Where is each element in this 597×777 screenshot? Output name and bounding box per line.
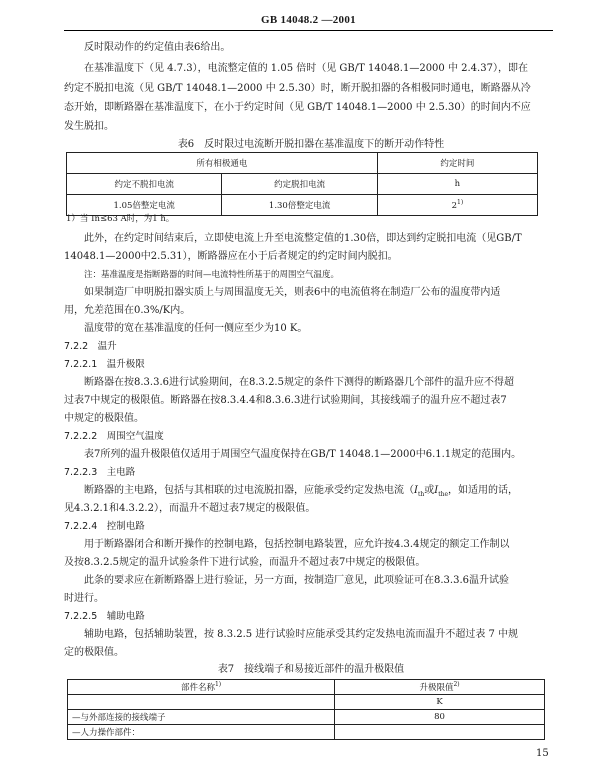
symbol-I: I — [414, 485, 418, 496]
table7-row2-value — [335, 725, 545, 740]
symbol-I: I — [434, 485, 439, 496]
table6-caption: 表6 反时限过电流断开脱扣器在基准温度下的断开动作特性 — [177, 139, 445, 150]
table7-row2-name: —人力操作部件： — [68, 725, 335, 740]
table6-footnote: 1）当 In≤63 A时，为1 h。 — [66, 214, 175, 224]
section-heading: 7.2.2.4 控制电路 — [64, 521, 145, 532]
footnote-marker: 1) — [457, 199, 464, 207]
section-heading: 7.2.2.3 主电路 — [64, 467, 136, 478]
paragraph-line: 反时限动作的约定值由表6给出。 — [84, 42, 231, 53]
table6-header-time: 约定时间 — [377, 153, 537, 174]
section-heading: 7.2.2 温升 — [64, 341, 117, 352]
table7-caption: 表7 接线端子和易接近部件的温升极限值 — [217, 664, 405, 675]
paragraph-line: 态开始，即断路器在基准温度下，在小于约定时间（见 GB/T 14048.1—2000 中 2.5.30）的时间内不应 — [64, 102, 531, 113]
table7-row1-name: —与外部连接的接线端子 — [68, 710, 335, 725]
table-row — [67, 174, 538, 195]
paragraph-line: 用，允差范围在0.3%/K内。 — [64, 305, 191, 316]
paragraph-line: 及按8.3.2.5规定的温升试验条件下进行试验，而温升不超过表7中规定的极限值。 — [64, 557, 426, 568]
footnote-marker: 2) — [453, 681, 460, 689]
table-row — [68, 710, 545, 725]
table6-unit: h — [377, 174, 537, 195]
table-row — [68, 695, 545, 710]
text-span: ，如适用的话， — [448, 485, 519, 496]
table6-cell-nontrip: 1.05倍整定电流 — [67, 195, 222, 216]
paragraph-line: 如果制造厂申明脱扣器实质上与周围温度无关，则表6中的电流值将在制造厂公布的温度带内适 — [84, 287, 501, 298]
paragraph-line: 定的极限值。 — [64, 647, 124, 658]
paragraph-line: 发生脱扣。 — [64, 121, 114, 132]
table-row — [67, 153, 538, 174]
table6-header-trip: 约定脱扣电流 — [222, 174, 377, 195]
section-heading: 7.2.2.5 辅助电路 — [64, 611, 145, 622]
table-row — [68, 680, 545, 695]
paragraph-line: 表7所列的温升极限值仅适用于周围空气温度保持在GB/T 14048.1—2000中6.1.1规定的范围内。 — [84, 449, 522, 460]
paragraph-line: 断路器在按8.3.3.6进行试验期间，在8.3.2.5规定的条件下测得的断路器几个部件的温升应不得超 — [84, 377, 514, 388]
table6-cell-time — [377, 195, 537, 216]
section-heading: 7.2.2.2 周围空气温度 — [64, 431, 164, 442]
paragraph-line: 在基准温度下（见 4.7.3），电流整定值的 1.05 倍时（见 GB/T 14048.1—2000 中 2.4.37），即在 — [84, 63, 528, 74]
table7-header-limit — [335, 680, 545, 695]
paragraph-line: 中规定的极限值。 — [64, 413, 144, 424]
table-6 — [66, 152, 538, 216]
page-number: 15 — [536, 748, 549, 759]
table7-header-part-text: 部件名称 — [180, 683, 215, 693]
table7-header-limit-text: 升极限值 — [419, 683, 454, 693]
subscript: th — [417, 491, 425, 498]
table7-row1-value: 80 — [335, 710, 545, 725]
paragraph-line: 过表7中规定的极限值。断路器在按8.3.4.4和8.3.6.3进行试验期间，其接线端子的温升应不超过表7 — [64, 395, 507, 406]
table6-cell-time-value: 2 — [451, 200, 458, 211]
footnote-marker: 1) — [214, 681, 222, 689]
subscript: the — [438, 491, 449, 498]
note-line: 注：基准温度是指断路器的时间—电流特性所基于的周围空气温度。 — [84, 270, 340, 280]
table7-empty-cell — [68, 695, 335, 710]
page-header — [64, 8, 553, 31]
table7-header-part — [68, 680, 335, 695]
table-7 — [67, 679, 545, 740]
paragraph-line: 温度带的宽在基准温度的任何一侧应至少为10 K。 — [84, 323, 308, 334]
paragraph-line: 此外，在约定时间结束后，立即使电流上升至电流整定值的1.30倍，即达到约定脱扣电流（见GB/T — [84, 233, 522, 244]
paragraph-line: 此条的要求应在新断路器上进行验证，另一方面，按制造厂意见，此项验证可在8.3.3.6温升试验 — [84, 575, 509, 586]
header-standard-number: GB 14048.2 —2001 — [261, 14, 356, 26]
paragraph-line: 14048.1—2000中2.5.31），断路器应在小于后者规定的约定时间内脱扣。 — [64, 251, 398, 262]
section-heading: 7.2.2.1 温升极限 — [64, 359, 145, 370]
table7-unit: K — [335, 695, 545, 710]
table6-cell-trip: 1.30倍整定电流 — [222, 195, 377, 216]
paragraph-line: 约定不脱扣电流（见 GB/T 14048.1—2000 中 2.5.30）时，断开脱扣器的各相极同时通电，断路器从冷 — [64, 83, 531, 94]
text-span: 断路器的主电路，包括与其相联的过电流脱扣器，应能承受约定发热电流（ — [84, 485, 414, 496]
text-span: 或 — [424, 485, 435, 496]
paragraph-line: 见4.3.2.1和4.3.2.2），而温升不超过表7规定的极限值。 — [64, 503, 316, 514]
paragraph-line: 用于断路器闭合和断开操作的控制电路，包括控制电路装置，应允许按4.3.4规定的额定工作制以 — [84, 539, 510, 550]
table-row — [68, 725, 545, 740]
table6-header-nontrip: 约定不脱扣电流 — [67, 174, 222, 195]
paragraph-line: 辅助电路，包括辅助装置，按 8.3.2.5 进行试验时应能承受其约定发热电流而温升不超过表 7 中规 — [84, 629, 519, 640]
table6-group-header: 所有相极通电 — [67, 153, 378, 174]
paragraph-line: 时进行。 — [64, 593, 104, 604]
